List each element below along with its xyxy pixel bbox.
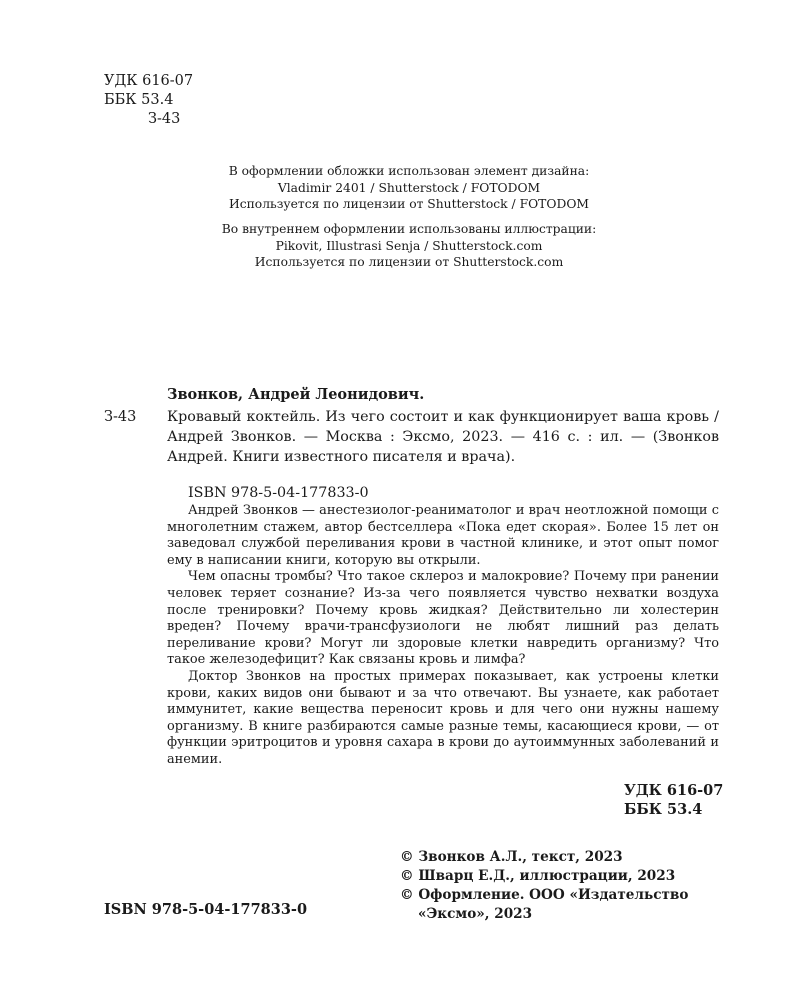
interior-credit-line: Используется по лицензии от Shutterstock.com (254, 255, 564, 269)
bibliographic-description: Кровавый коктейль. Из чего состоит и как функционирует ваша кровь / Андрей Звонков. — Москва : Эксмо, 2023. — 416 с. : ил. — (Звонков Андрей. Книги известного писателя и врача). (167, 409, 719, 465)
annotation-paragraph: Чем опасны тромбы? Что такое склероз и малокровие? Почему при ранении человек теряет сознание? Из-за чего появляется чувство нехватки воздуха после тренировки? Почему кровь жидкая? Действительно ли холестерин вреден? Почему врачи-трансфузиологи не любят лишний раз делать переливание крови? Могут ли здоровые клетки навредить организму? Что такое железодефицит? Как связаны кровь и лимфа? (167, 569, 719, 668)
isbn-bottom: ISBN 978-5-04-177833-0 (104, 901, 308, 918)
copyright-line: © Шварц Е.Д., иллюстрации, 2023 (400, 868, 676, 884)
cover-credit-line: Используется по лицензии от Shutterstock / FOTODOM (229, 197, 589, 211)
annotation-paragraph: Андрей Звонков — анестезиолог-реаниматолог и врач неотложной помощи с многолетним стажем, автор бестселлера «Пока едет скорая». Более 15 лет он заведовал службой переливания крови в частной клинике, и этот опыт помог ему в написании книги, которую вы открыли. (167, 503, 719, 568)
annotation-paragraph: Доктор Звонков на простых примерах показывает, как устроены клетки крови, каких видов они бывают и за что отвечают. Вы узнаете, как работает иммунитет, какие вещества переносит кровь и для чего они нужны нашему организму. В книге разбираются самые разные темы, касающиеся крови, — от функции эритроцитов и уровня сахара в крови до аутоиммунных заболеваний и анемии. (167, 668, 719, 767)
record-isbn: ISBN 978-5-04-177833-0 (188, 485, 369, 501)
copyright-line: © Звонков А.Л., текст, 2023 (400, 849, 623, 865)
author-mark: З-43 (148, 111, 181, 127)
classification-codes-bottom (624, 781, 723, 819)
copyright-line: © Оформление. ООО «Издательство (400, 887, 689, 903)
bbk-code: ББК 53.4 (104, 92, 174, 108)
copyright-line: «Эксмо», 2023 (418, 906, 533, 922)
annotation (167, 503, 719, 769)
cover-credits (104, 163, 714, 213)
udk-code: УДК 616-07 (104, 73, 194, 89)
bbk-code-bottom: ББК 53.4 (624, 801, 703, 818)
interior-credit-line: Во внутреннем оформлении использованы иллюстрации: (221, 222, 597, 236)
record-author-mark: З-43 (104, 409, 137, 425)
udk-code-bottom: УДК 616-07 (624, 782, 724, 799)
classification-codes-top (104, 72, 193, 129)
cover-credit-line: В оформлении обложки использован элемент дизайна: (228, 164, 590, 178)
interior-credit-line: Pikovit, Illustrasi Senja / Shutterstock.com (275, 238, 543, 253)
interior-credits (104, 221, 714, 271)
cover-credit-line: Vladimir 2401 / Shutterstock / FOTODOM (277, 180, 541, 195)
author-heading: Звонков, Андрей Леонидович. (167, 386, 425, 403)
copyright-block (400, 848, 688, 924)
